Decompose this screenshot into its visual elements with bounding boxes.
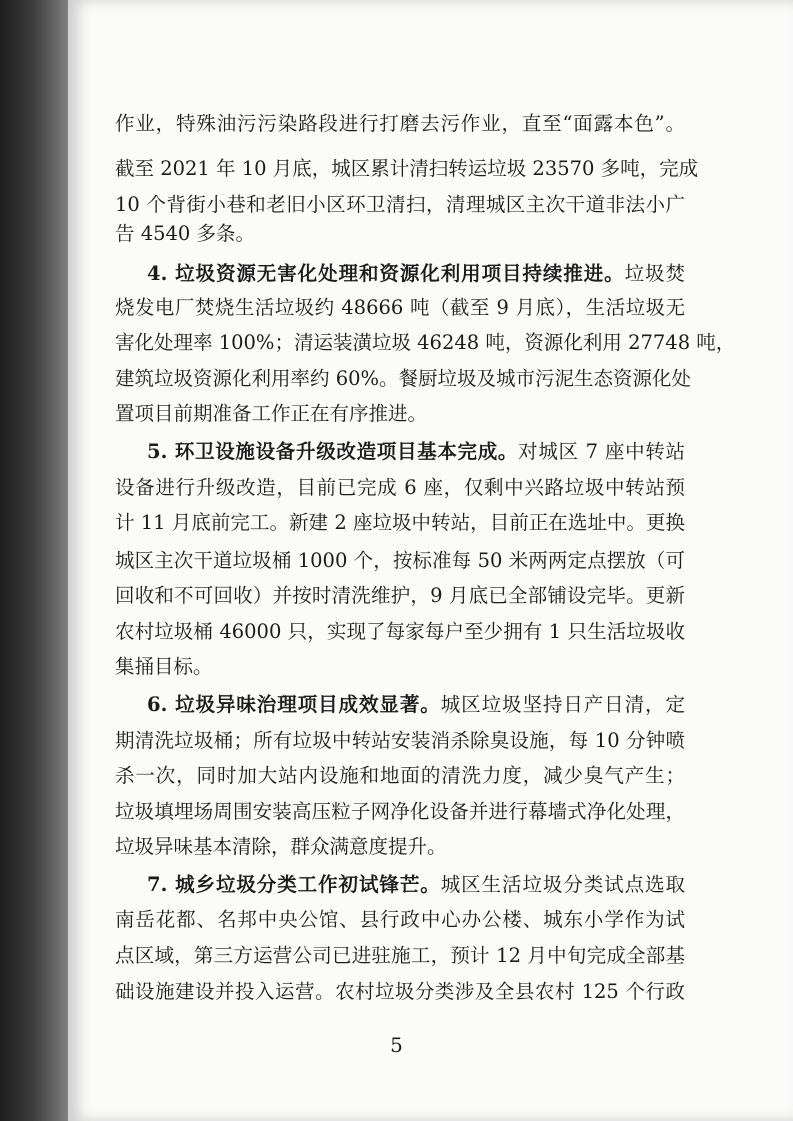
section-heading-line: 5. 环卫设施设备升级改造项目基本完成。对城区 7 座中转站 [147,440,685,463]
section-heading: 4. 垃圾资源无害化处理和资源化利用项目持续推进。 [147,262,625,285]
text-line: 农村垃圾桶 46000 只，实现了每家每户至少拥有 1 只生活垃圾收 [115,620,685,643]
section-heading: 6. 垃圾异味治理项目成效显著。 [147,693,441,716]
section-heading: 5. 环卫设施设备升级改造项目基本完成。 [147,440,519,463]
section-heading: 7. 城乡垃圾分类工作初试锋芒。 [147,873,441,896]
text-line: 烧发电厂焚烧生活垃圾约 48666 吨（截至 9 月底），生活垃圾无 [115,296,685,319]
text-line: 置项目前期准备工作正在有序推进。 [115,402,428,425]
text-line: 截至 2021 年 10 月底，城区累计清扫转运垃圾 23570 多吨，完成 [115,157,699,180]
text-line: 10 个背街小巷和老旧小区环卫清扫，清理城区主次干道非法小广 [115,193,685,216]
text-line: 作业，特殊油污污染路段进行打磨去污作业，直至“面露本色”。 [115,112,685,135]
text-line: 点区域，第三方运营公司已进驻施工，预计 12 月中旬完成全部基 [115,944,685,967]
section-heading-line: 6. 垃圾异味治理项目成效显著。城区垃圾坚持日产日清，定 [147,693,685,716]
section-heading-line: 7. 城乡垃圾分类工作初试锋芒。城区生活垃圾分类试点选取 [147,873,685,896]
text-line: 回收和不可回收）并按时清洗维护，9 月底已全部铺设完毕。更新 [115,584,685,607]
text-line: 建筑垃圾资源化利用率约 60%。餐厨垃圾及城市污泥生态资源化处 [115,367,692,390]
text-line: 杀一次，同时加大站内设施和地面的清洗力度，减少臭气产生； [115,764,685,787]
text-line: 设备进行升级改造，目前已完成 6 座，仅剩中兴路垃圾中转站预 [115,476,685,499]
text-line: 础设施建设并投入运营。农村垃圾分类涉及全县农村 125 个行政 [115,980,685,1003]
text-line: 害化处理率 100%；清运装潢垃圾 46248 吨，资源化利用 27748 吨， [115,331,736,354]
text-line: 南岳花都、名邦中央公馆、县行政中心办公楼、城东小学作为试 [115,908,685,931]
text-line: 垃圾填埋场周围安装高压粒子网净化设备并进行幕墙式净化处理， [115,800,685,823]
text-line: 集捅目标。 [115,655,213,678]
text-line: 期清洗垃圾桶；所有垃圾中转站安装消杀除臭设施，每 10 分钟喷 [115,729,685,752]
text-line: 告 4540 多条。 [115,222,256,245]
text-line: 城区主次干道垃圾桶 1000 个，按标准每 50 米两两定点摆放（可 [115,549,685,572]
text-line: 垃圾异味基本清除，群众满意度提升。 [115,835,447,858]
page-number: 5 [390,1033,403,1057]
section-heading-line: 4. 垃圾资源无害化处理和资源化利用项目持续推进。垃圾焚 [147,262,685,285]
text-line: 计 11 月底前完工。新建 2 座垃圾中转站，目前正在选址中。更换 [115,511,685,534]
